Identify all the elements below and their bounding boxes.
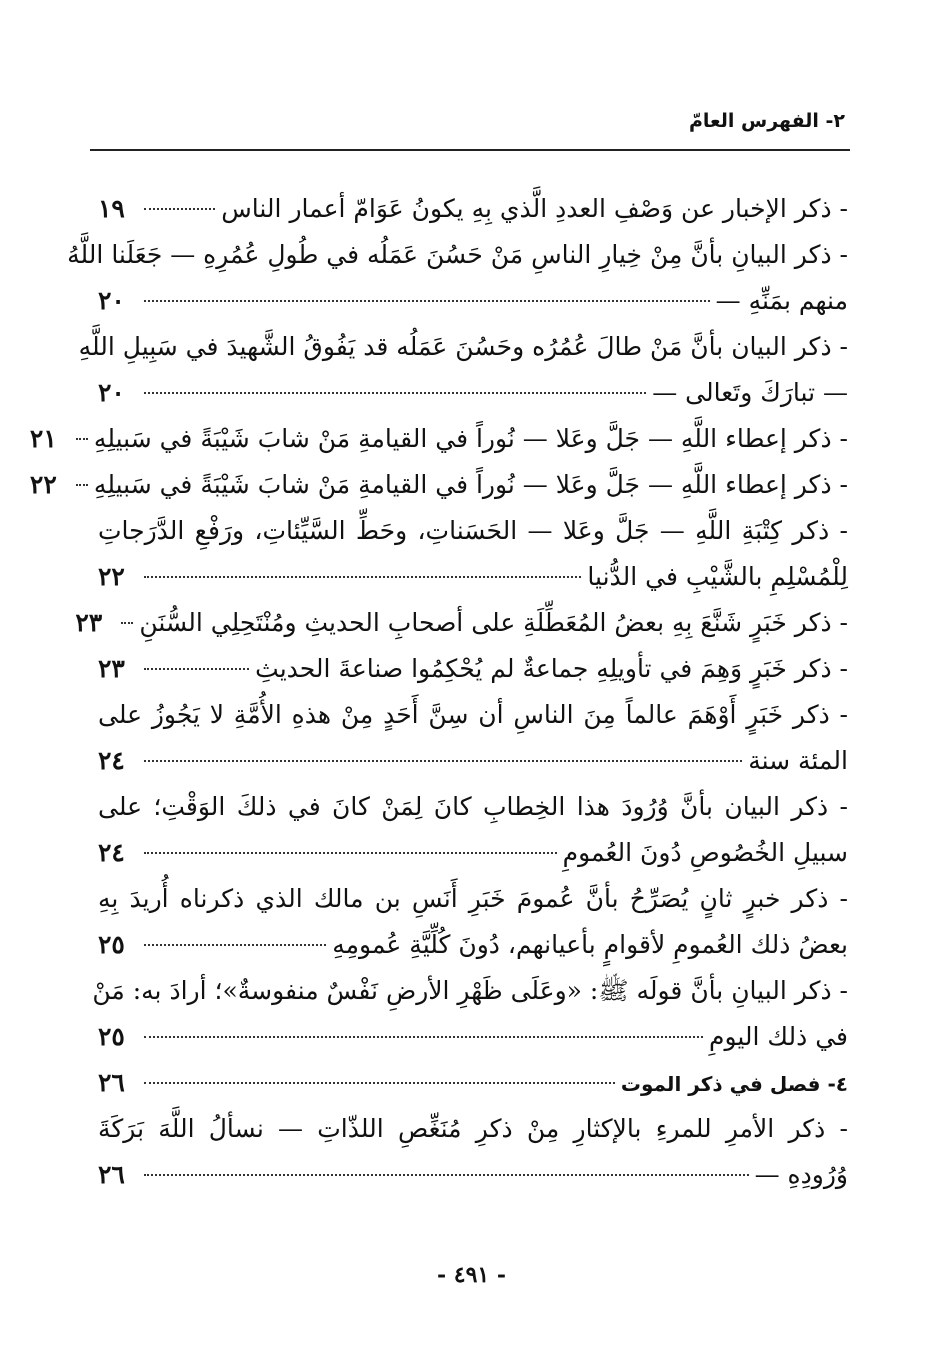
- index-entry: [75, 600, 848, 646]
- entry-text: - ذكر البيان بأنَّ مَنْ طالَ عُمُرُه وحَسُنَ عَمَلُه قد يَفُوقُ الشَّهيدَ في سَبِيلِ اللَّهِ: [78, 332, 848, 361]
- entry-text: - ذكر خَبَرٍ أَوْهَمَ عالماً مِنَ الناسِ أن سِنَّ أَحَدٍ مِنْ هذهِ الأُمَّةِ لا يَجُوزُ على: [98, 700, 848, 729]
- index-entry: [98, 186, 848, 232]
- entry-page-number: ٢٠: [98, 378, 125, 407]
- entry-text: - ذكر إعطاء اللَّهِ — جَلَّ وعَلا — نُوراً في القيامةِ مَنْ شابَ شَيْبَةً في سَبيلِهِ: [93, 470, 848, 499]
- entry-page-number: ٢٢: [98, 562, 125, 591]
- entry-page-number: ٢٦: [98, 1160, 125, 1189]
- dot-leader: [144, 852, 557, 854]
- dot-leader: [121, 622, 133, 624]
- entry-text: - ذكر الأمرِ للمرءِ بالإكثارِ مِنْ ذكرِ مُنَغِّصِ اللذّاتِ — نسألُ اللَّهَ بَرَكَةَ: [98, 1114, 848, 1143]
- entry-page-number: ٢٠: [98, 286, 125, 315]
- entry-text: - ذكر البيانِ بأنَّ مِنْ خِيارِ الناسِ مَنْ حَسُنَ عَمَلُه في طُولِ عُمُرِهِ — جَعَلَنا اللَّهُ: [67, 240, 848, 269]
- entry-text: - ذكر خبرٍ ثانٍ يُصَرِّحُ بأنَّ عُمومَ خَبَرِ أَنَسِ بن مالك الذي ذكرناه أُريدَ بِهِ: [98, 884, 848, 913]
- entry-page-number: ٢٣: [98, 654, 125, 683]
- entry-text: - ذكر البيانِ بأنَّ قولَه ﷺ: «وعَلَى ظَهْرِ الأرضِ نَفْسٌ منفوسةٌ»؛ أرادَ به: مَنْ: [92, 976, 848, 1005]
- entry-text: منهم بمَنِّهِ —: [715, 286, 848, 315]
- header-rule: [90, 149, 850, 151]
- index-entry: [98, 1106, 848, 1198]
- entry-page-number: ٢٥: [98, 1022, 125, 1051]
- dot-leader: [144, 1036, 703, 1038]
- page-number: - ٤٩١ -: [436, 1262, 507, 1288]
- entry-text: لِلْمُسْلِمِ بالشَّيْبِ في الدُّنيا: [587, 562, 848, 591]
- dot-leader: [144, 1174, 749, 1176]
- index-entry: [29, 416, 848, 462]
- entry-text: المئة سنة: [748, 746, 848, 775]
- entry-page-number: ٢٢: [29, 470, 57, 499]
- entry-page-number: ٢١: [29, 424, 57, 453]
- dot-leader: [144, 1082, 615, 1084]
- entry-text: سبيلِ الخُصُوصِ دُونَ العُمومِ: [562, 838, 848, 867]
- running-header: ٢- الفهرس العامّ: [688, 110, 845, 132]
- dot-leader: [76, 484, 88, 486]
- index-entry: [98, 508, 848, 600]
- entry-page-number: ٢٥: [98, 930, 125, 959]
- entry-text: - ذكر البيان بأنَّ وُرُودَ هذا الخِطابِ كانَ لِمَنْ كانَ في ذلكَ الوَقْتِ؛ على: [98, 792, 848, 821]
- dot-leader: [144, 392, 646, 394]
- index-entry: [29, 462, 848, 508]
- entry-text: وُرُودِهِ —: [754, 1160, 848, 1189]
- entry-text: - ذكر الإخبار عن وَصْفِ العددِ الَّذي بِهِ يكونُ عَوَامّ أعمار الناس: [221, 194, 848, 223]
- entry-text: بعضُ ذلك العُمومِ لأقوامٍ بأعيانهم، دُونَ كُلِّيَّةِ عُمومِهِ: [332, 930, 848, 959]
- entry-text: — تبارَكَ وتَعالى —: [652, 378, 848, 407]
- index-entry: [98, 692, 848, 784]
- entry-text: - ذكر إعطاء اللَّهِ — جَلَّ وعَلا — نُوراً في القيامةِ مَنْ شابَ شَيْبَةً في سَبيلِهِ: [93, 424, 848, 453]
- dot-leader: [144, 944, 326, 946]
- dot-leader: [76, 438, 88, 440]
- entry-text: ٤- فصل في ذكر الموت: [620, 1072, 848, 1096]
- entry-page-number: ١٩: [98, 194, 125, 223]
- entry-page-number: ٢٤: [98, 838, 125, 867]
- entry-page-number: ٢٦: [98, 1068, 125, 1097]
- dot-leader: [144, 208, 215, 210]
- entry-page-number: ٢٣: [75, 608, 103, 637]
- index-entry: [92, 968, 848, 1060]
- index-entry: [98, 784, 848, 876]
- dot-leader: [144, 760, 742, 762]
- section-heading: [98, 1060, 848, 1106]
- index-entry: [98, 646, 848, 692]
- entry-text: - ذكر كِتْبَةِ اللَّهِ — جَلَّ وعَلا — الحَسَناتِ، وحَطِّ السَّيِّئاتِ، ورَفْعِ الدَّرَجاتِ: [98, 516, 848, 545]
- entry-page-number: ٢٤: [98, 746, 125, 775]
- entry-text: في ذلك اليومِ: [708, 1022, 848, 1051]
- entry-text: - ذكر خَبَرٍ شَنَّعَ بِهِ بعضُ المُعَطِّلَةِ على أصحابِ الحديثِ ومُنْتَحِلِي السُّنَنِ: [139, 608, 848, 637]
- dot-leader: [144, 668, 249, 670]
- index-entry: [78, 324, 848, 416]
- dot-leader: [144, 576, 581, 578]
- index-entries: [29, 186, 848, 1198]
- entry-text: - ذكر خَبَرٍ وَهِمَ في تأويلِهِ جماعةٌ لم يُحْكِمُوا صناعةَ الحديثِ: [255, 654, 848, 683]
- index-entry: [98, 876, 848, 968]
- dot-leader: [144, 300, 710, 302]
- index-entry: [67, 232, 848, 324]
